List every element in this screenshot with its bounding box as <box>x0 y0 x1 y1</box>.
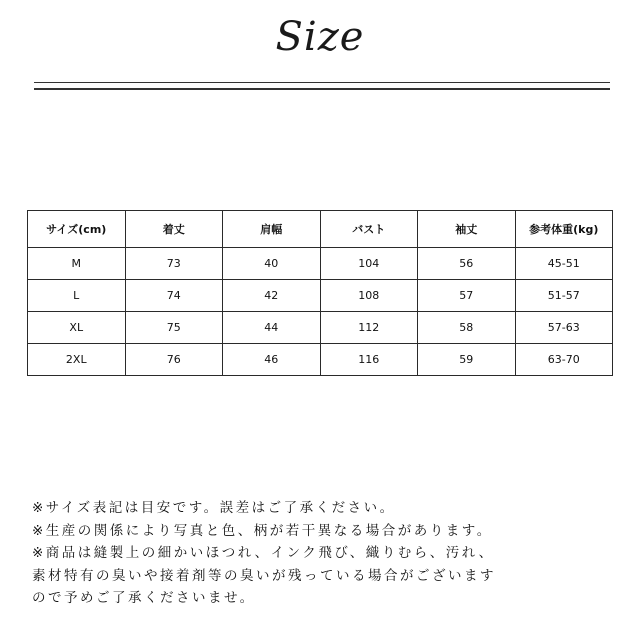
note-line: ので予めご了承くださいませ。 <box>32 590 256 606</box>
cell-size: M <box>28 248 126 280</box>
cell-weight: 57-63 <box>515 312 613 344</box>
cell-shoulder: 46 <box>223 344 321 376</box>
title-divider-bottom <box>34 88 610 90</box>
note-line: ※商品は縫製上の細かいほつれ、インク飛び、織りむら、汚れ、 <box>32 545 495 561</box>
notes-block <box>32 497 622 610</box>
table-row <box>28 312 613 344</box>
header-length: 着丈 <box>125 211 223 248</box>
table-row <box>28 248 613 280</box>
cell-length: 76 <box>125 344 223 376</box>
cell-shoulder: 42 <box>223 280 321 312</box>
header-shoulder: 肩幅 <box>223 211 321 248</box>
cell-bust: 108 <box>320 280 418 312</box>
table-row <box>28 344 613 376</box>
title-divider-top <box>34 82 610 83</box>
header-sleeve: 袖丈 <box>418 211 516 248</box>
cell-weight: 63-70 <box>515 344 613 376</box>
cell-size: XL <box>28 312 126 344</box>
header-bust: バスト <box>320 211 418 248</box>
cell-sleeve: 59 <box>418 344 516 376</box>
cell-size: L <box>28 280 126 312</box>
note-line: 素材特有の臭いや接着剤等の臭いが残っている場合がございます <box>32 567 496 584</box>
cell-bust: 112 <box>320 312 418 344</box>
size-chart-table <box>27 210 613 376</box>
header-size: サイズ(cm) <box>28 211 126 248</box>
cell-weight: 45-51 <box>515 248 613 280</box>
cell-sleeve: 58 <box>418 312 516 344</box>
table-header-row <box>28 211 613 248</box>
header-weight: 参考体重(kg) <box>515 211 613 248</box>
cell-weight: 51-57 <box>515 280 613 312</box>
cell-shoulder: 44 <box>223 312 321 344</box>
cell-bust: 104 <box>320 248 418 280</box>
cell-length: 75 <box>125 312 223 344</box>
cell-sleeve: 57 <box>418 280 516 312</box>
cell-length: 74 <box>125 280 223 312</box>
cell-sleeve: 56 <box>418 248 516 280</box>
cell-length: 73 <box>125 248 223 280</box>
note-line: ※生産の関係により写真と色、柄が若干異なる場合があります。 <box>32 522 493 539</box>
cell-bust: 116 <box>320 344 418 376</box>
cell-size: 2XL <box>28 344 126 376</box>
note-line: ※サイズ表記は目安です。誤差はご了承ください。 <box>32 500 396 516</box>
page-title: Size <box>275 14 365 60</box>
table-row <box>28 280 613 312</box>
cell-shoulder: 40 <box>223 248 321 280</box>
